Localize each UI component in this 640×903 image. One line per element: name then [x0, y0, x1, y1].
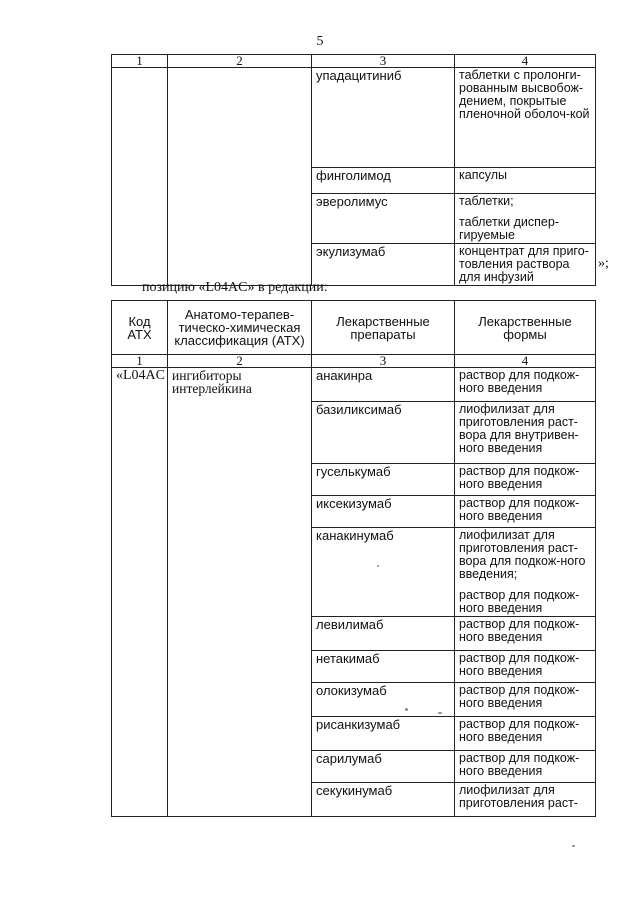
- column-number: 2: [168, 355, 312, 368]
- drug-form: раствор для подкож-ного введения: [459, 683, 580, 710]
- drug-form: раствор для подкож-ного введения: [459, 588, 580, 615]
- column-number: 1: [112, 55, 168, 68]
- drug-form: таблетки диспер-гируемые: [459, 215, 559, 242]
- drug-form: раствор для подкож-ного введения: [459, 496, 580, 523]
- column-number: 3: [312, 355, 455, 368]
- continuation-text: позицию «L04AC» в редакции:: [142, 280, 328, 295]
- drug-forms-cell: [455, 496, 596, 528]
- header-forms: Лекарственные формы: [455, 301, 596, 355]
- atx-classification: ингибиторы интерлейкина: [168, 368, 312, 817]
- drug-forms-cell: [455, 194, 596, 244]
- table-l04ac: [111, 300, 596, 817]
- drug-name: экулизумаб: [312, 244, 455, 286]
- drug-name: эверолимус: [312, 194, 455, 244]
- drug-forms-cell: [455, 168, 596, 194]
- drug-name: нетакимаб: [312, 651, 455, 683]
- header-code: Код АТХ: [112, 301, 168, 355]
- empty-cell: [168, 68, 312, 286]
- drug-name: иксекизумаб: [312, 496, 455, 528]
- column-number: 3: [312, 55, 455, 68]
- drug-forms-cell: [455, 68, 596, 168]
- drug-forms-cell: [455, 717, 596, 751]
- drug-forms-cell: [455, 528, 596, 617]
- drug-name: канакинумаб: [312, 528, 455, 617]
- drug-form: капсулы: [459, 168, 507, 182]
- drug-forms-cell: [455, 617, 596, 651]
- drug-name: финголимод: [312, 168, 455, 194]
- closing-quote: »;: [598, 256, 609, 271]
- drug-form: раствор для подкож-ного введения: [459, 368, 580, 395]
- drug-form: концентрат для приго-товления раствора для инфузий: [459, 244, 589, 284]
- drug-forms-cell: [455, 368, 596, 402]
- drug-forms-cell: [455, 683, 596, 717]
- drug-name: олокизумаб: [312, 683, 455, 717]
- drug-name: сарилумаб: [312, 751, 455, 783]
- drug-name: анакинра: [312, 368, 455, 402]
- drug-form: раствор для подкож-ного введения: [459, 464, 580, 491]
- drug-form: таблетки с пролонги-рованным высвобож-дением, покрытые пленочной оболоч-кой: [459, 68, 590, 121]
- drug-name: упадацитиниб: [312, 68, 455, 168]
- drug-forms-cell: [455, 464, 596, 496]
- drug-form: раствор для подкож-ного введения: [459, 717, 580, 744]
- drug-forms-cell: [455, 783, 596, 817]
- table-continued: [111, 54, 596, 286]
- drug-form: раствор для подкож-ного введения: [459, 751, 580, 778]
- atx-code: «L04AC: [112, 368, 168, 817]
- table-row: [112, 368, 596, 402]
- drug-forms-cell: [455, 402, 596, 464]
- empty-cell: [112, 68, 168, 286]
- column-number: 4: [455, 55, 596, 68]
- table-row: [112, 68, 596, 168]
- drug-name: базиликсимаб: [312, 402, 455, 464]
- drug-form: раствор для подкож-ного введения: [459, 617, 580, 644]
- drug-form: лиофилизат для приготовления раст-вора для подкож-ного введения;: [459, 528, 586, 581]
- column-number: 2: [168, 55, 312, 68]
- drug-form: раствор для подкож-ного введения: [459, 651, 580, 678]
- column-number: 4: [455, 355, 596, 368]
- drug-forms-cell: [455, 244, 596, 286]
- column-number-row: [112, 355, 596, 368]
- drug-form: таблетки;: [459, 194, 514, 208]
- header-classification: Анатомо-терапев-тическо-химическая классификация (АТХ): [168, 301, 312, 355]
- drug-name: гуселькумаб: [312, 464, 455, 496]
- drug-forms-cell: [455, 751, 596, 783]
- column-number: 1: [112, 355, 168, 368]
- drug-name: секукинумаб: [312, 783, 455, 817]
- drug-form: лиофилизат для приготовления раст-: [459, 783, 578, 810]
- drug-forms-cell: [455, 651, 596, 683]
- header-drugs: Лекарственные препараты: [312, 301, 455, 355]
- page-number: 5: [316, 34, 324, 49]
- column-number-row: [112, 55, 596, 68]
- drug-name: левилимаб: [312, 617, 455, 651]
- drug-name: рисанкизумаб: [312, 717, 455, 751]
- drug-form: лиофилизат для приготовления раст-вора для внутривен-ного введения: [459, 402, 579, 455]
